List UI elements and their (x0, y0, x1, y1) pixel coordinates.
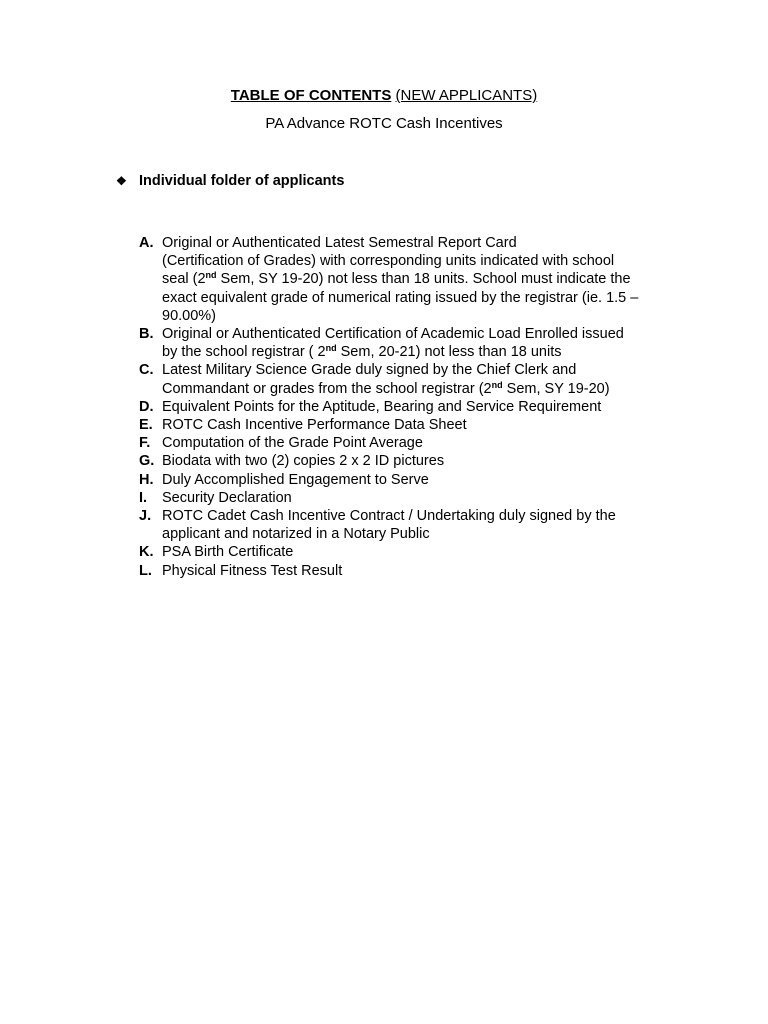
list-item-text (162, 234, 679, 325)
list-item (139, 234, 679, 325)
list-item (139, 434, 679, 452)
section-heading-label: Individual folder of applicants (139, 173, 345, 189)
list-item-line: 90.00%) (162, 307, 217, 324)
list-item-text (162, 489, 679, 507)
list-item-line: Equivalent Points for the Aptitude, Bearing and Service Requirement (162, 398, 602, 415)
list-item (139, 416, 679, 434)
list-item-line: Biodata with two (2) copies 2 x 2 ID pictures (162, 453, 445, 470)
list-item (139, 325, 679, 361)
diamond-bullet-icon: ❖ (116, 174, 127, 188)
list-item-text (162, 562, 679, 580)
list-item-line: by the school registrar ( 2nd Sem, 20-21) not less than 18 units (162, 343, 562, 361)
list-item-letter: F. (139, 435, 151, 452)
list-item-line: ROTC Cash Incentive Performance Data Sheet (162, 417, 467, 434)
list-item (139, 398, 679, 416)
list-item (139, 471, 679, 489)
list-item-letter: E. (139, 417, 153, 434)
title-main: TABLE OF CONTENTS (230, 87, 392, 104)
list-item-text (162, 325, 679, 361)
list-item-letter: J. (139, 508, 152, 525)
list-item (139, 489, 679, 507)
list-item (139, 361, 679, 397)
list-item-letter: A. (139, 235, 154, 251)
list-item-text (162, 416, 679, 434)
list-item-letter: B. (139, 326, 154, 343)
list-item-line: Computation of the Grade Point Average (162, 435, 423, 452)
section-heading (116, 171, 344, 191)
list-item-line: exact equivalent grade of numerical rating issued by the registrar (ie. 1.5 – (162, 289, 639, 306)
list-item-text (162, 398, 679, 416)
list-item-line: Latest Military Science Grade duly signed by the Chief Clerk and (162, 362, 577, 379)
document-title (0, 86, 768, 106)
list-item-letter: D. (139, 398, 154, 415)
list-item-line: ROTC Cadet Cash Incentive Contract / Undertaking duly signed by the (162, 508, 616, 525)
list-item-line: Security Declaration (162, 489, 292, 506)
list-item (139, 507, 679, 543)
list-item-text (162, 543, 679, 561)
list-item-letter: C. (139, 362, 154, 379)
contents-list (139, 234, 679, 580)
list-item-line: applicant and notarized in a Notary Public (162, 526, 430, 543)
list-item-line: Commandant or grades from the school registrar (2nd Sem, SY 19-20) (162, 379, 610, 397)
list-item-line: Original or Authenticated Latest Semestral Report Card (162, 235, 517, 251)
document-subtitle: PA Advance ROTC Cash Incentives (265, 115, 503, 132)
list-item-text (162, 507, 679, 543)
title-qualifier: (NEW APPLICANTS) (395, 87, 538, 104)
list-item-line: Original or Authenticated Certification of Academic Load Enrolled issued (162, 326, 624, 343)
list-item-text (162, 361, 679, 397)
list-item-line: Physical Fitness Test Result (162, 562, 343, 579)
list-item-text (162, 434, 679, 452)
list-item-text (162, 471, 679, 489)
list-item (139, 562, 679, 580)
list-item-letter: G. (139, 453, 155, 470)
list-item (139, 452, 679, 470)
list-item-line: PSA Birth Certificate (162, 544, 294, 561)
list-item-letter: H. (139, 471, 154, 488)
list-item-letter: L. (139, 562, 152, 579)
list-item-line: (Certification of Grades) with corresponding units indicated with school (162, 253, 615, 270)
list-item-line: Duly Accomplished Engagement to Serve (162, 471, 429, 488)
list-item-text (162, 452, 679, 470)
list-item-letter: K. (139, 544, 154, 561)
list-item-letter: I. (139, 489, 148, 506)
list-item-line: seal (2nd Sem, SY 19-20) not less than 18 units. School must indicate the (162, 270, 631, 288)
list-item (139, 543, 679, 561)
